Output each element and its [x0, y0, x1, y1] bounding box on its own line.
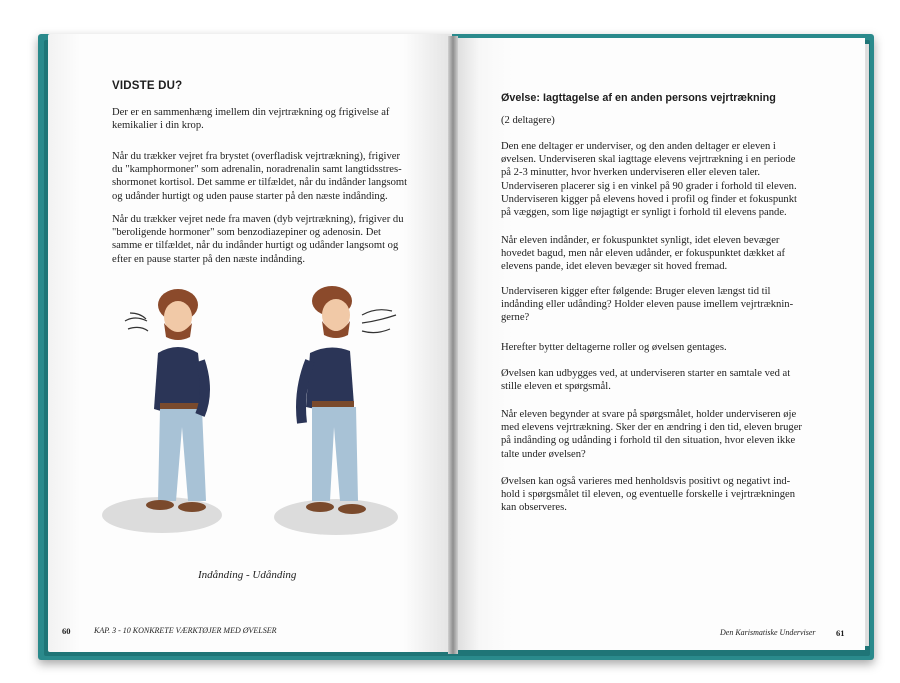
- book-gutter: [448, 36, 458, 654]
- right-page-heading: Øvelse: Iagttagelse af en anden persons vejrtrækning: [501, 92, 776, 104]
- left-paragraph-1: Der er en sammenhæng imellem din vejrtrækning og frigivelse af kemikalier i din krop.: [112, 107, 390, 132]
- right-paragraph-4: Underviseren kigger efter følgende: Bruger eleven længst tid til indånding eller udånding? Holder eleven pause imellem vejrtræknin- gerne?: [501, 286, 794, 324]
- right-paragraph-6: Øvelsen kan udbygges ved, at underviseren starter en samtale ved at stille eleven et spørgsmål.: [501, 368, 791, 393]
- left-paragraph-3: Når du trækker vejret nede fra maven (dyb vejrtrækning), frigiver du "beroligende hormoner" som benzodiazepiner og adenosin. Det samme er tilfældet, når du indånder hurtigt og udånder langsomt og efter en pause starter på den næste indånding.: [112, 214, 404, 265]
- right-paragraph-1: (2 deltagere): [501, 115, 555, 126]
- right-paragraph-7: Når eleven begynder at svare på spørgsmålet, holder underviseren øje med elevens vejrtrækning. Sker der en ændring i den tid, eleven bruger på indånding og udånding i forhold til den situation, hvor eleven ikke talte under øvelsen?: [501, 409, 802, 460]
- right-paragraph-8: Øvelsen kan også varieres med henholdsvis positivt og negativt ind- hold i spørgsmålet til eleven, og eventuelle forskelle i vejrtrækningen kan observeres.: [501, 476, 796, 514]
- left-page-heading: VIDSTE DU?: [112, 80, 183, 92]
- right-paragraph-2: Den ene deltager er underviser, og den anden deltager er eleven i øvelsen. Underviseren skal iagttage elevens vejrtrækning i en periode på 2-3 minutter, hvor hverken underviseren eller eleven taler. Underviseren placerer sig i en vinkel på 90 grader i forhold til eleven. Underviseren kigger på elevens hoved i profil og finder et fokuspunkt på væggen, som lige nøjagtigt er synligt i forhold til elevens pande.: [501, 141, 797, 219]
- figure-inhale: [146, 289, 206, 512]
- figure-exhale: [301, 286, 366, 514]
- exhale-breath-lines: [362, 310, 396, 333]
- left-running-head: KAP. 3 - 10 KONKRETE VÆRKTØJER MED ØVELSER: [94, 626, 277, 635]
- right-page-number: 61: [836, 628, 845, 638]
- right-paragraph-5: Herefter bytter deltagerne roller og øvelsen gentages.: [501, 342, 727, 353]
- breathing-illustration: [100, 275, 430, 565]
- inhale-breath-lines: [125, 313, 148, 331]
- left-page-number: 60: [62, 626, 71, 636]
- right-running-head: Den Karismatiske Underviser: [720, 628, 816, 637]
- right-paragraph-3: Når eleven indånder, er fokuspunktet synligt, idet eleven bevæger hovedet bagud, men når eleven udånder, er fokuspunktet dækket af elevens pande, idet eleven bevæger sit hoved fremad.: [501, 235, 786, 273]
- left-paragraph-2: Når du trækker vejret fra brystet (overfladisk vejrtrækning), frigiver du "kamphormoner" som adrenalin, noradrenalin samt langtidsstres- shormonet kortisol. Det samme er tilfældet, når du indånder langsomt og udånder hurtigt og uden pause starter på den næste indånding.: [112, 151, 408, 202]
- illustration-caption: Indånding - Udånding: [198, 569, 297, 581]
